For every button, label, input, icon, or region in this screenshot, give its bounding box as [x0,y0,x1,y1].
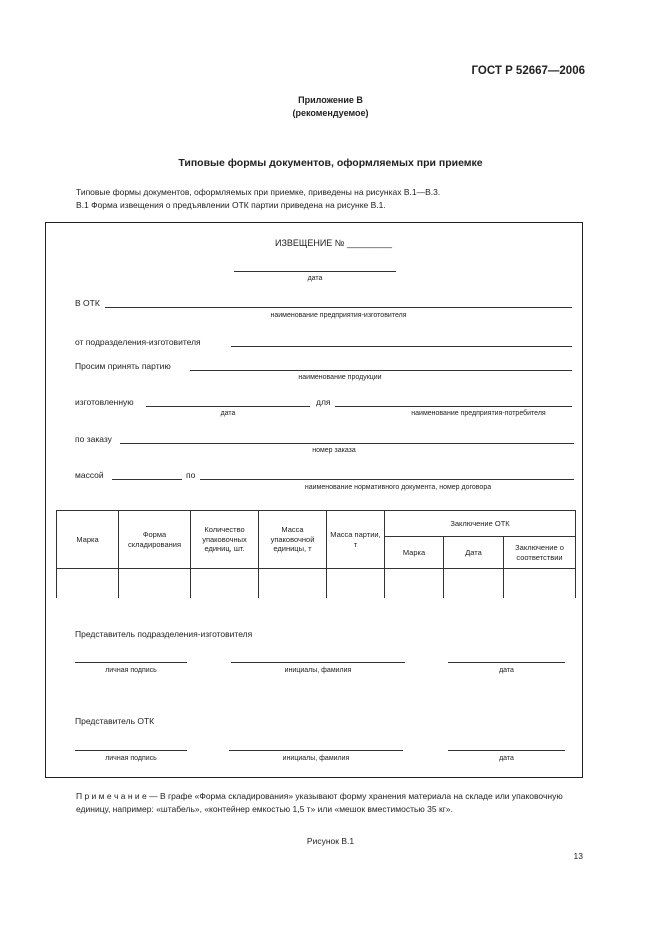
col-qty-header: Количество упаковочных единиц, шт. [191,511,259,569]
section-title: Типовые формы документов, оформляемых при приемке [178,157,483,169]
product-line [190,370,572,371]
col-unit-mass-header: Масса упаковочной единицы, т [259,511,327,569]
rep1-sign-caption: личная подпись [105,667,157,674]
rep1-title: Представитель подразделения-изготовителя [75,629,253,639]
rep2-date-caption: дата [499,755,514,762]
mass-line [112,479,182,480]
rep2-title: Представитель ОТК [75,716,155,726]
rep2-date-line [448,750,565,751]
intro-paragraph-2: В.1 Форма извещения о предъявлении ОТК партии приведена на рисунке В.1. [76,200,386,210]
page-number: 13 [573,851,583,861]
by-label: по [186,470,196,480]
notice-form-frame [45,222,583,778]
order-label: по заказу [75,434,112,444]
rep1-name-line [231,662,405,663]
consumer-line [335,406,572,407]
made-date-caption: дата [220,410,236,417]
intro-paragraph-1: Типовые формы документов, оформляемых при приемке, приведены на рисунках В.1—В.3. [76,187,441,197]
notice-title: ИЗВЕЩЕНИЕ № _________ [274,238,393,248]
for-label: для [316,397,331,407]
col-mark-header: Марка [57,511,119,569]
division-label: от подразделения-изготовителя [75,337,201,347]
sub-conformity-header: Заключение о соответствии [504,537,576,569]
sub-date-header: Дата [444,537,504,569]
division-line [231,346,572,347]
note-label: П р и м е ч а н и е [76,791,147,801]
request-label: Просим принять партию [75,361,171,371]
table-cell [327,569,385,598]
otk-label: В ОТК [75,298,100,308]
rep2-name-line [229,750,403,751]
rep1-sign-line [75,662,187,663]
appendix-subtitle: (рекомендуемое) [292,108,369,118]
table-cell [119,569,191,598]
product-caption: наименование продукции [298,374,382,381]
table-cell [385,569,444,598]
note [76,790,584,816]
sub-mark-header: Марка [385,537,444,569]
table-cell [259,569,327,598]
table-cell [191,569,259,598]
table-row [57,569,576,598]
rep2-sign-line [75,750,187,751]
document-caption: наименование нормативного документа, номер договора [304,484,492,491]
made-date-line [146,406,310,407]
rep2-name-caption: инициалы, фамилия [282,755,350,762]
table-cell [57,569,119,598]
col-batch-mass-header: Масса партии, т [327,511,385,569]
date-caption: дата [307,275,323,282]
consumer-caption: наименование предприятия-потребителя [411,410,546,417]
mass-label: массой [75,470,104,480]
order-line [120,443,574,444]
table-cell [504,569,576,598]
date-line [234,271,396,272]
rep1-name-caption: инициалы, фамилия [284,667,352,674]
otk-table [56,510,576,598]
made-label: изготовленную [75,397,134,407]
document-line [200,479,574,480]
note-text: — В графе «Форма складирования» указывают форму хранения материала на складе или упаковочную единицу, например: «штабель», «контейнер емкостью 1,5 т» или «мешок вместимостью 35 кг». [76,791,563,815]
table-cell [444,569,504,598]
rep2-sign-caption: личная подпись [105,755,157,762]
rep1-date-caption: дата [499,667,514,674]
order-caption: номер заказа [312,447,356,454]
otk-line [105,307,572,308]
figure-caption: Рисунок В.1 [306,836,355,846]
col-conclusion-header: Заключение ОТК [385,511,576,537]
col-storage-header: Форма складирования [119,511,191,569]
appendix-title: Приложение В [298,95,363,105]
standard-number: ГОСТ Р 52667—2006 [471,65,585,77]
otk-caption: наименование предприятия-изготовителя [270,312,407,319]
rep1-date-line [448,662,565,663]
